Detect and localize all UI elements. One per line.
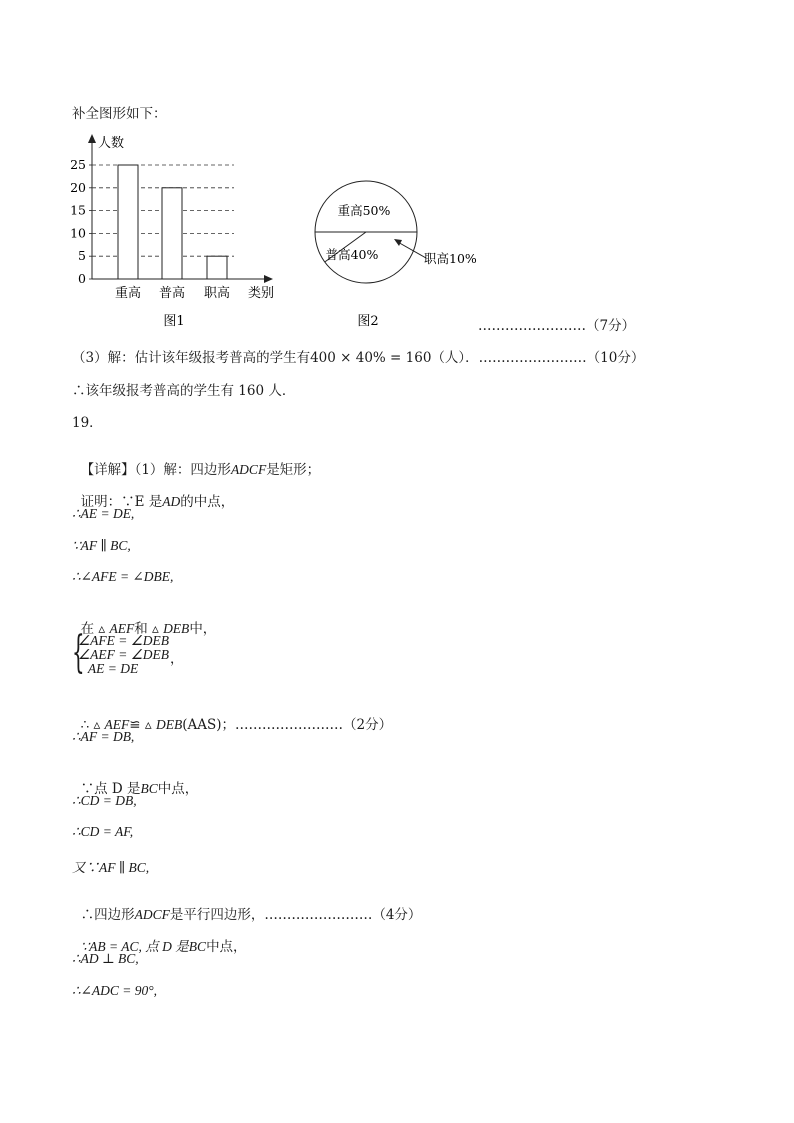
y-tick-label: 0 <box>78 271 86 286</box>
math: BC <box>140 781 158 796</box>
score-7: ……………………（7分） <box>478 318 636 334</box>
x-axis-label: 类别 <box>247 286 275 301</box>
intro-line: 补全图形如下： <box>72 106 167 122</box>
math: ADCF <box>134 907 170 922</box>
step-also-parallel: 又∵AF ∥ BC, <box>72 860 150 875</box>
y-tick-label: 25 <box>70 157 86 172</box>
y-tick-label: 5 <box>78 248 86 264</box>
system-row-3: AE = DE <box>78 661 139 676</box>
bar <box>162 188 182 279</box>
proof-math: AD <box>162 494 181 509</box>
math: DEB <box>155 717 183 732</box>
step-cd-db: ∴CD = DB, <box>72 793 137 808</box>
slice-label: 重高50% <box>337 203 391 218</box>
text: 和 ▵ <box>134 621 164 637</box>
conclusion-line: ∴该年级报考普高的学生有 160 人． <box>72 383 296 399</box>
y-tick-label: 20 <box>70 179 86 195</box>
slice-label: 普高40% <box>325 247 379 262</box>
detail-text: 【详解】（1）解：四边形 <box>80 462 231 478</box>
x-tick-label: 职高 <box>203 286 231 301</box>
midpoint-line <box>72 761 198 797</box>
detail-line <box>72 442 320 478</box>
step-perpendicular: ∴AD ⊥ BC, <box>72 951 139 966</box>
slice-label: 职高10% <box>424 251 477 266</box>
step-cd-af: ∴CD = AF, <box>72 824 134 839</box>
system-row-1: ∠AFE = ∠DEB <box>78 633 170 648</box>
y-tick-label: 10 <box>70 225 86 241</box>
figure-caption: 图2 <box>357 314 379 328</box>
x-axis-arrow <box>264 275 273 283</box>
proof-text-end: 的中点， <box>180 494 235 510</box>
text: 中点， <box>206 939 247 955</box>
text: 是平行四边形，……………………（4分） <box>169 907 422 923</box>
y-tick-label: 15 <box>70 202 86 218</box>
text: ∴ ▵ <box>80 717 105 733</box>
math: ∵AB = AC, 点 D 是 <box>80 939 189 954</box>
congruence-line <box>72 697 392 733</box>
pie-chart <box>298 128 498 328</box>
figure-caption: 图1 <box>163 314 185 328</box>
answer-part3: （3）解：估计该年级报考普高的学生有400 × 40% = 160（人）．……………………（10分） <box>72 350 645 366</box>
text: 中， <box>189 621 217 637</box>
text: 在 ▵ <box>80 621 110 637</box>
math: BC <box>188 939 207 954</box>
system-row-2: ∠AEF = ∠DEB <box>78 647 170 662</box>
proof-line <box>72 474 234 510</box>
left-brace: { <box>72 627 85 678</box>
system-comma: ， <box>170 651 184 666</box>
y-axis-label: 人数 <box>98 136 125 151</box>
x-tick-label: 普高 <box>158 286 186 301</box>
text: 中点， <box>157 781 199 797</box>
math: AEF <box>104 717 130 732</box>
step-af-db: ∴AF = DB, <box>72 729 135 744</box>
text: ≌ ▵ <box>129 717 156 733</box>
text: ∴四边形 <box>80 907 135 923</box>
x-tick-label: 重高 <box>114 286 142 301</box>
step-right-angle: ∴∠ADC = 90°, <box>72 983 158 998</box>
proof-text: 证明：∵E 是 <box>80 494 163 510</box>
question-number: 19． <box>72 415 103 431</box>
math: AEF <box>109 621 135 636</box>
bar-chart <box>62 128 292 328</box>
step-angle-afe: ∴∠AFE = ∠DBE, <box>72 569 174 584</box>
triangle-intro <box>72 601 216 637</box>
isosceles-line <box>72 919 247 955</box>
parallelogram-line <box>72 887 421 923</box>
step-ae-de: ∴AE = DE, <box>72 506 135 521</box>
text: ∵点 D 是 <box>80 781 141 797</box>
bar <box>207 256 227 279</box>
bar <box>118 165 138 279</box>
detail-text-end: 是矩形； <box>266 462 321 478</box>
step-af-parallel-bc: ∵AF ∥ BC, <box>72 538 131 553</box>
y-axis-arrow <box>88 134 96 143</box>
text: (AAS)；……………………（2分） <box>182 717 393 733</box>
math: DEB <box>163 621 190 636</box>
detail-math: ADCF <box>230 462 267 477</box>
